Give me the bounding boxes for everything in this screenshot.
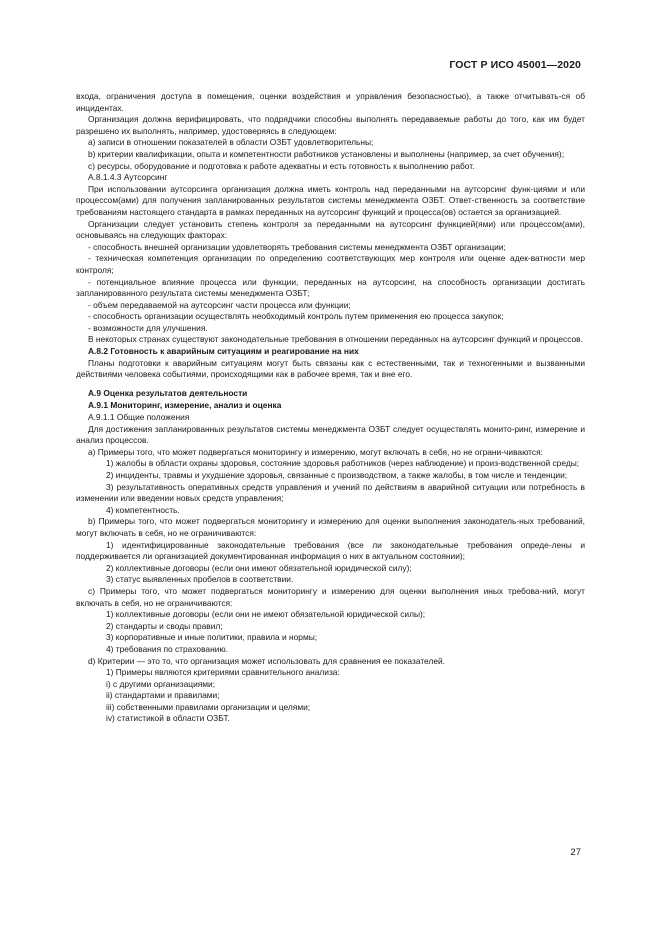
paragraph: - возможности для улучшения. [88,322,208,333]
paragraph: A.8.1.4.3 Аутсорсинг [88,172,168,183]
paragraph: Для достижения запланированных результатов системы менеджмента ОЗБТ следует осуществлять монито-ринг, измерение и анализ процессов. [76,423,585,446]
paragraph: - способность внешней организации удовлетворять требования системы менеджмента ОЗБТ организации; [88,241,506,252]
paragraph: 2) инциденты, травмы и ухудшение здоровья, связанные с производством, а также жалобы, в том числе и тенденции; [106,470,568,480]
paragraph: A.9.1.1 Общие положения [88,412,190,423]
paragraph: 1) Примеры являются критериями сравнительного анализа: [106,667,340,678]
paragraph: В некоторых странах существуют законодательные требования в отношении переданных на аутсорсинг функций и процессов. [88,334,583,345]
paragraph: ii) стандартами и правилами; [106,690,220,701]
paragraph: входа, ограничения доступа в помещения, оценки воздействия и управления безопасностью), а также отчитывать-ся об инцидентах. [76,91,585,113]
paragraph: - способность организации осуществлять необходимый контроль путем применения ею процесса закупок; [88,311,504,322]
paragraph: 3) корпоративные и иные политики, правила и нормы; [106,632,318,643]
paragraph: a) записи в отношении показателей в области ОЗБТ удовлетворительны; [88,137,374,148]
paragraph: iii) собственными правилами организации и целями; [106,701,311,712]
paragraph: b) Примеры того, что может подвергаться мониторингу и измерению для оценки выполнения законодатель-ных требований, могут включать в себя, но не ограничиваются: [76,516,585,538]
paragraph: 1) идентифицированные законодательные требования (все ли законодательные требования опреде-лены и поддерживается ли организацией документированная информация о них в актуальном состоянии); [76,539,585,562]
paragraph: - объем передаваемой на аутсорсинг части процесса или функции; [88,299,351,310]
section-heading: A.9.1 Мониторинг, измерение, анализ и оценка [88,400,282,411]
paragraph: i) с другими организациями; [106,678,216,689]
paragraph: 3) статус выявленных пробелов в соответствии. [106,574,294,585]
section-heading: A.9 Оценка результатов деятельности [88,387,248,398]
paragraph: Организации следует установить степень контроля за переданными на аутсорсинг функцией(ями) или процессом(ами), основываясь на следующих факторах: [76,218,585,241]
paragraph: d) Критерии — это то, что организация может использовать для сравнения ее показателей. [88,655,445,666]
document-standard-number: ГОСТ Р ИСО 45001—2020 [449,59,581,71]
paragraph: a) Примеры того, что может подвергаться мониторингу и измерению, могут включать в себя, но не ограни-чиваются: [88,446,543,457]
paragraph: 2) коллективные договоры (если они имеют обязательной юридической силу); [106,562,412,573]
document-body [76,91,585,725]
paragraph: При использовании аутсорсинга организация должна иметь контроль над переданными на аутсорсинг функ-циями и или процессом(ами) для получения запланированных результатов системы менеджмента ОЗБТ. Ответ-ственность за соответствие требованиям настоящего стандарта в рамках переданных на аутсорсинг функций и процесса(ов) остается за организацией. [76,183,585,217]
paragraph: b) критерии квалификации, опыта и компетентности работников установлены и выполнены (например, за счет обучения); [88,148,565,159]
paragraph: - техническая компетенция организации по определению соответствующих мер контроля или оценке адек-ватности мер контроля; [76,253,585,275]
paragraph: 2) стандарты и своды правил; [106,620,223,631]
paragraph: Организация должна верифицировать, что подрядчики способны выполнять передаваемые работы до того, как им будет разрешено их выполнять, например, удостоверяясь в следующем: [76,114,585,136]
paragraph: 1) коллективные договоры (если они не имеют обязательной юридической силы); [106,609,426,620]
paragraph: Планы подготовки к аварийным ситуациям могут быть связаны как с естественными, так и техногенными и вызванными действиями человека событиями, происходящими как в рабочее время, так и вне его. [76,357,585,380]
paragraph: c) Примеры того, что может подвергаться мониторингу и измерению для оценки выполнения иных требова-ний, могут включать в себя, но не ограничиваются: [76,585,585,608]
paragraph: 4) компетентность. [106,504,180,515]
paragraph: iv) статистикой в области ОЗБТ. [106,713,230,724]
paragraph: 1) жалобы в области охраны здоровья, состояние здоровья работников (через наблюдение) и произ-водственной среды; [106,458,580,469]
paragraph: c) ресурсы, оборудование и подготовка к работе адекватны и есть готовность к выполнению работ. [88,160,475,171]
paragraph: - потенциальное влияние процесса или функции, переданных на аутсорсинг, на способность организации достигать запланированного результата системы менеджмента ОЗБТ; [76,276,585,299]
paragraph: 4) требования по страхованию. [106,643,228,654]
section-heading: A.8.2 Готовность к аварийным ситуациям и реагирование на них [88,346,359,357]
page-number: 27 [570,847,581,858]
paragraph: 3) результативность оперативных средств управления и учений по действиям в аварийной ситуации или потребность в изменении или введении новых средств управления; [76,481,585,504]
